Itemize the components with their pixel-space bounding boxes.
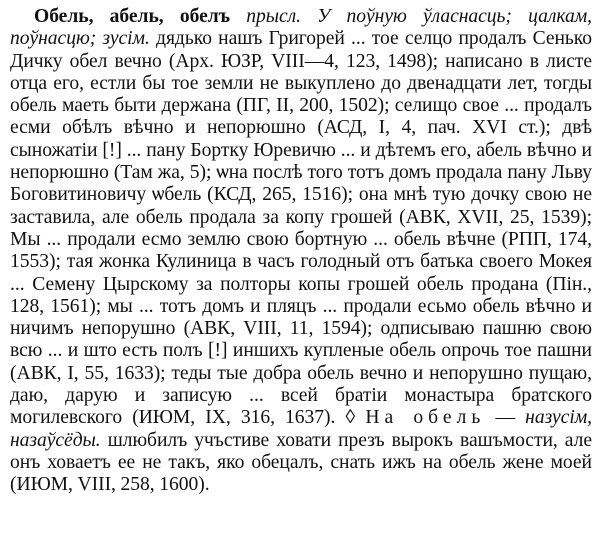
subentry-term: На обель <box>365 407 486 429</box>
subentry-citations: шлюбилъ учъстиве ховати презъ вырокъ вашъмости, але онъ ховаетъ ее не такъ, яко обецалъ, снать ижъ на обель жене моей (ИЮМ, VIII, 258, 1600). <box>10 429 592 496</box>
subentry-gloss: назусім, назаўсёды. <box>10 407 593 451</box>
entry-gloss: прысл. У поўную ўласнасць; цалкам, поўнасцю; зусім. <box>10 6 592 50</box>
entry-citations: дядько нашъ Григорей ... тое селцо продалъ Сенько Дичку обел вечно (Арх. ЮЗР, VIII—4, 123, 1498); написано в листе отца его, естли бы тое земли не выкуплено до двенадцати лет, тогды обель маеть быти держана (ПГ, II, 200, 1502); селищо свое ... продалъ есми обѣлъ вѣчно и непорюшно (АСД, I, 4, пач. XVI ст.); двѣ сыножатіи [!] ... пану Бортку Юревичю ... и дѣтемъ его, абель вѣчно и непорюшно (Там жа, 5); ѡна послѣ того тотъ домъ продала пану Льву Боговитиновичу ѡбель (КСД, 265, 1516); она мнѣ тую дочку свою не заставила, але обель продала за копу грошей (АВК, XVII, 25, 1539); Мы ... продали есмо землю свою бортную ... обель вѣчне (РПП, 174, 1553); тая жонка Кулиница в часъ голодный отъ батька своего Мокея ... Семену Цырскому за полторы копы грошей обель продана (Пін., 128, 1561); мы ... тотъ домъ и пляцъ ... продали есьмо обель вѣчно и ничимъ непорушно (АВК, VIII, 11, 1594); одписываю пашню свою всю ... и што есть полъ [!] иншихъ купленые обель опрочь тое пашни (АВК, I, 55, 1633); теды тые добра обель вечно и непорушно пущаю, даю, дарую и записую ... всей братіи монастыра братского могилевского (ИЮМ, IX, 316, 1637). <box>10 28 593 429</box>
entry-headword: Обель, абель, обелъ <box>34 6 231 27</box>
subentry-dash: — <box>495 407 515 429</box>
subentry-marker: ◊ <box>345 407 356 429</box>
dictionary-entry <box>10 6 592 497</box>
